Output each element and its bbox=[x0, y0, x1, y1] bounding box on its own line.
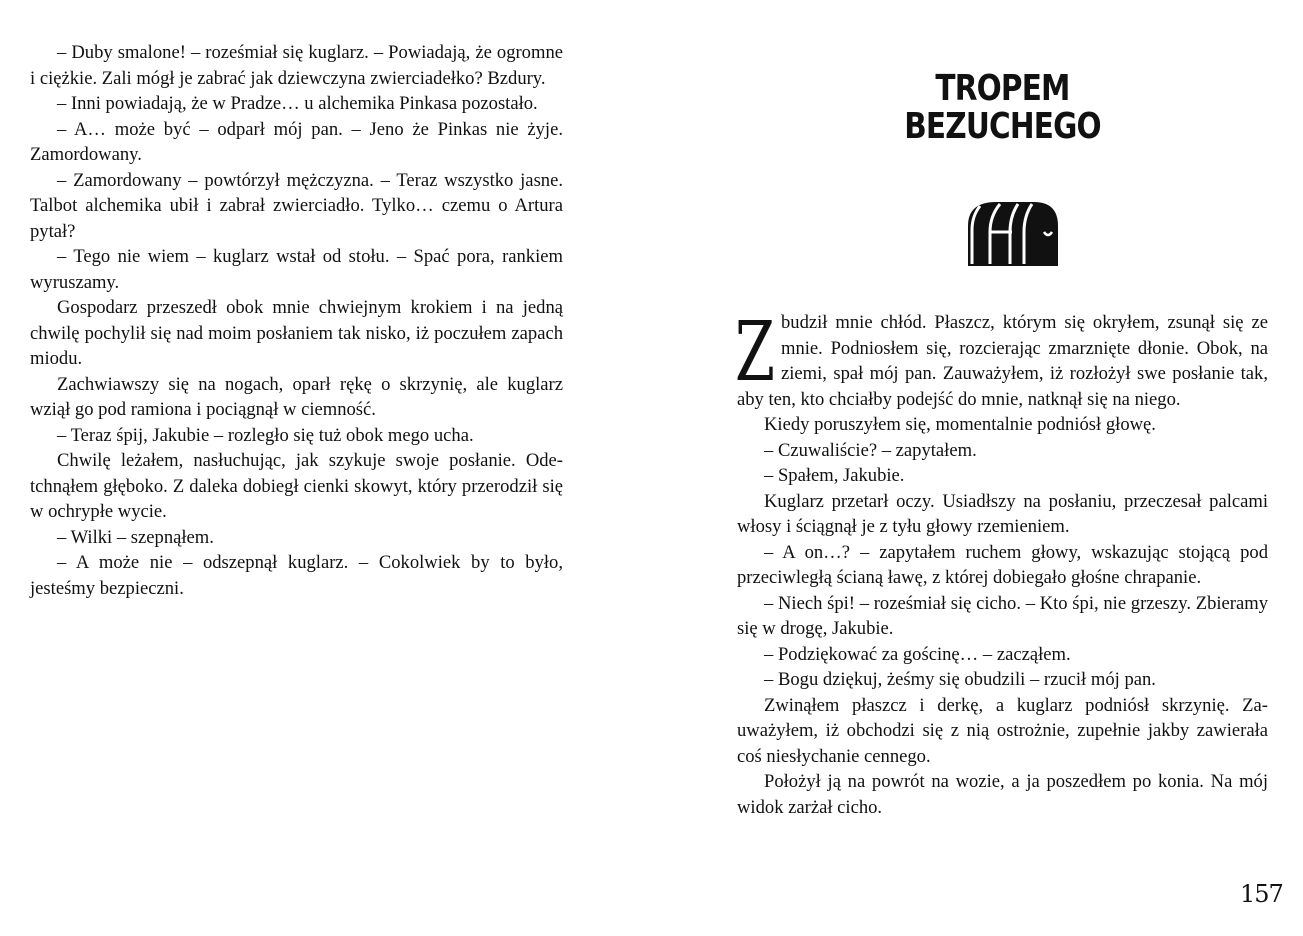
treasure-chest-icon bbox=[962, 196, 1062, 272]
paragraph: – Wilki – szepnąłem. bbox=[57, 526, 214, 548]
paragraph: – Czuwaliście? – zapytałem. bbox=[764, 439, 977, 461]
paragraph: – Duby smalone! – roześmiał się kuglarz. – Powiadają, że ogromne i ciężkie. Zali mógł je zabrać jak dziewczyna zwierciadełko? Bzdury. bbox=[30, 42, 563, 89]
paragraph: – Tego nie wiem – kuglarz wstał od stołu. – Spać pora, rankiem wyruszamy. bbox=[30, 246, 563, 293]
paragraph: – Spałem, Jakubie. bbox=[764, 465, 905, 486]
chapter-title bbox=[785, 70, 1220, 146]
right-page bbox=[737, 0, 1268, 936]
left-text-column bbox=[30, 40, 563, 601]
page-number: 157 bbox=[1240, 880, 1283, 908]
opening-paragraph bbox=[735, 305, 1268, 412]
paragraph: Zachwiawszy się na nogach, oparł rękę o skrzynię, ale kuglarz wziął go pod ramiona i pociągnął w ciemność. bbox=[30, 373, 563, 420]
paragraph: Chwilę leżałem, nasłuchując, jak szykuje swoje posłanie. Odetchnąłem głęboko. Z daleka dobiegł cienki skowyt, który przerodził się w ochrypłe wycie. bbox=[30, 450, 563, 522]
paragraph: Gospodarz przeszedł obok mnie chwiejnym krokiem i na jedną chwilę pochylił się nad moim posłaniem tak nisko, iż poczułem zapach miodu. bbox=[30, 297, 563, 369]
drop-cap: Z bbox=[735, 305, 775, 400]
paragraph: Zwinąłem płaszcz i derkę, a kuglarz podniósł skrzynię. Zauważyłem, iż obchodzi się z nią ostrożnie, zupełnie jakby zawierała coś niesłychanie cennego. bbox=[737, 694, 1268, 767]
paragraph: – Niech śpi! – roześmiał się cicho. – Kto śpi, nie grzeszy. Zbieramy się w drogę, Jakubie. bbox=[737, 592, 1268, 639]
chapter-title-line-1: TROPEM bbox=[935, 68, 1070, 109]
paragraph: – Zamordowany – powtórzył mężczyzna. – Teraz wszystko jasne. Talbot alchemika ubił i zabrał zwierciadło. Tylko… czemu o Artura pytał? bbox=[30, 169, 563, 242]
paragraph: Położył ją na powrót na wozie, a ja poszedłem po konia. Na mój widok zarżał cicho. bbox=[737, 771, 1268, 818]
chapter-title-line-2: BEZUCHEGO bbox=[904, 106, 1101, 147]
right-text-column bbox=[735, 305, 1268, 820]
paragraph: – A może nie – odszepnął kuglarz. – Cokolwiek by to było, jesteśmy bezpieczni. bbox=[30, 552, 563, 599]
paragraph: – Bogu dziękuj, żeśmy się obudzili – rzucił mój pan. bbox=[764, 669, 1156, 690]
left-page bbox=[30, 0, 563, 936]
paragraph: Kuglarz przetarł oczy. Usiadłszy na posłaniu, przeczesał palcami włosy i ściągnął je z tyłu głowy rzemieniem. bbox=[737, 490, 1268, 537]
paragraph: Kiedy poruszyłem się, momentalnie podniósł głowę. bbox=[764, 414, 1156, 435]
paragraph: – A… może być – odparł mój pan. – Jeno że Pinkas nie żyje. Zamordowany. bbox=[30, 118, 563, 165]
paragraph: – A on…? – zapytałem ruchem głowy, wskazując stojącą pod przeciwległą ścianą ławę, z której dobiegało głośne chrapanie. bbox=[737, 541, 1268, 588]
paragraph: – Teraz śpij, Jakubie – rozległo się tuż obok mego ucha. bbox=[57, 424, 474, 446]
paragraph: – Podziękować za gościnę… – zacząłem. bbox=[764, 643, 1071, 665]
paragraph: – Inni powiadają, że w Pradze… u alchemika Pinkasa pozostało. bbox=[57, 93, 538, 114]
opening-paragraph-text: budził mnie chłód. Płaszcz, którym się okryłem, zsunął się ze mnie. Podniosłem się, rozcierając zmarznięte dłonie. Obok, na ziemi, spał mój pan. Zauważyłem, iż rozłożył swe posłanie tak, aby ten, kto chciałby podejść do mnie, natknął się na niego. bbox=[737, 312, 1268, 410]
